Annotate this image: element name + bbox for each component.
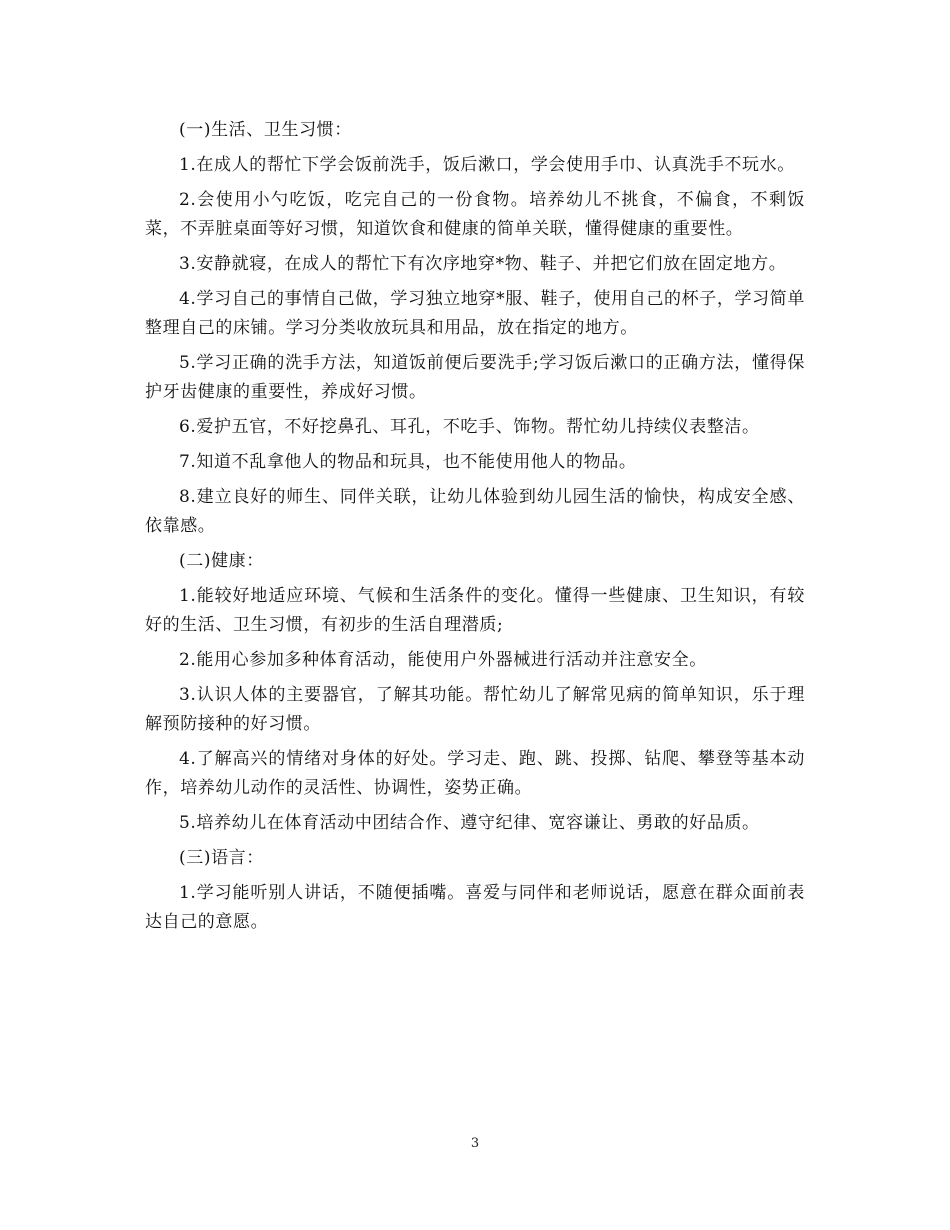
document-body xyxy=(145,116,805,943)
section-heading-hygiene: (一)生活、卫生习惯： xyxy=(179,120,352,140)
health-item-4: 4.了解高兴的情绪对身体的好处。学习走、跑、跳、投掷、钻爬、攀登等基本动作，培养幼儿动作的灵活性、协调性，姿势正确。 xyxy=(145,749,805,798)
hygiene-item-6: 6.爱护五官，不好挖鼻孔、耳孔，不吃手、饰物。帮忙幼儿持续仪表整洁。 xyxy=(179,417,760,437)
section-heading-health: (二)健康： xyxy=(179,551,264,571)
health-item-1: 1.能较好地适应环境、气候和生活条件的变化。懂得一些健康、卫生知识，有较好的生活、卫生习惯，有初步的生活自理潜质; xyxy=(145,586,805,635)
health-item-3: 3.认识人体的主要器官，了解其功能。帮忙幼儿了解常见病的简单知识，乐于理解预防接种的好习惯。 xyxy=(145,685,805,734)
page-number: 3 xyxy=(470,1136,480,1151)
hygiene-item-5: 5.学习正确的洗手方法，知道饭前便后要洗手;学习饭后漱口的正确方法，懂得保护牙齿健康的重要性，养成好习惯。 xyxy=(145,353,805,402)
health-item-2: 2.能用心参加多种体育活动，能使用户外器械进行活动并注意安全。 xyxy=(179,650,707,670)
health-item-5: 5.培养幼儿在体育活动中团结合作、遵守纪律、宽容谦让、勇敢的好品质。 xyxy=(179,813,760,833)
section-heading-language: (三)语言： xyxy=(179,848,264,868)
language-item-1: 1.学习能听别人讲话，不随便插嘴。喜爱与同伴和老师说话，愿意在群众面前表达自己的意愿。 xyxy=(145,883,805,932)
hygiene-item-7: 7.知道不乱拿他人的物品和玩具，也不能使用他人的物品。 xyxy=(179,452,637,472)
hygiene-item-4: 4.学习自己的事情自己做，学习独立地穿*服、鞋子，使用自己的杯子，学习简单整理自己的床铺。学习分类收放玩具和用品，放在指定的地方。 xyxy=(145,289,805,338)
hygiene-item-1: 1.在成人的帮忙下学会饭前洗手，饭后漱口，学会使用手巾、认真洗手不玩水。 xyxy=(179,155,795,175)
hygiene-item-2: 2.会使用小勺吃饭，吃完自己的一份食物。培养幼儿不挑食，不偏食，不剩饭菜，不弄脏桌面等好习惯，知道饮食和健康的简单关联，懂得健康的重要性。 xyxy=(145,190,805,239)
hygiene-item-8: 8.建立良好的师生、同伴关联，让幼儿体验到幼儿园生活的愉快，构成安全感、依靠感。 xyxy=(145,487,805,536)
hygiene-item-3: 3.安静就寝，在成人的帮忙下有次序地穿*物、鞋子、并把它们放在固定地方。 xyxy=(179,254,787,274)
